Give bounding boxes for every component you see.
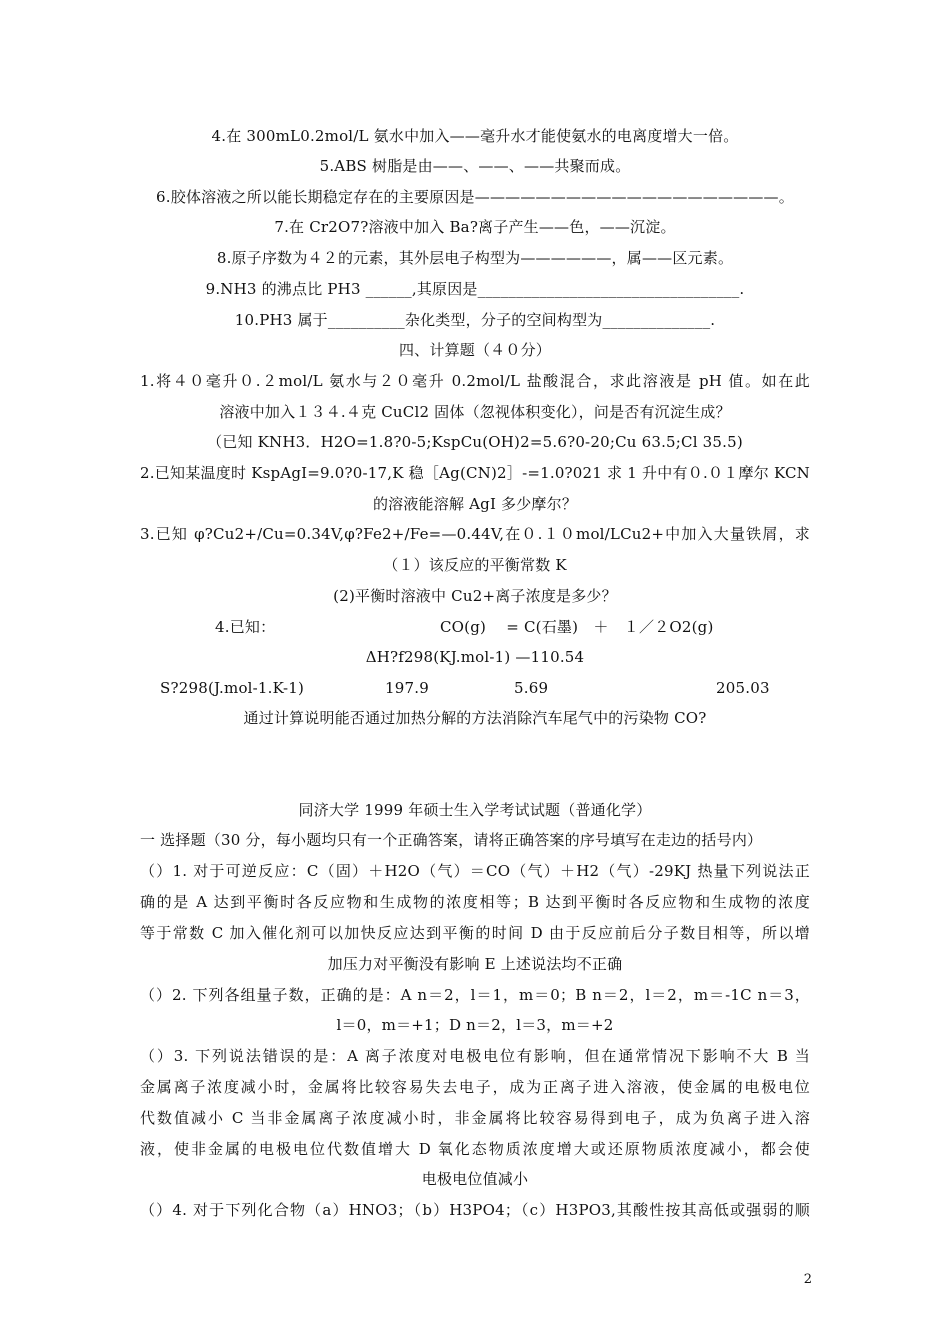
mc-q3-line1: （）3. 下列说法错误的是：A 离子浓度对电极电位有影响，但在通常情况下影响不大 B 当 bbox=[140, 1047, 810, 1065]
page-number: 2 bbox=[803, 1272, 812, 1287]
calc-q4-entropy-label: S?298(J.mol-1.K-1) bbox=[160, 679, 305, 697]
calc-q1-given: （已知 KNH3．H2O=1.8?0-5;KspCu(OH)2=5.6?0-20;Cu 63.5;Cl 35.5) bbox=[207, 433, 743, 451]
mc-q1-line1: （）1. 对于可逆反应：C（固）＋H2O（气）＝CO（气）＋H2（气）-29KJ 热量下列说法正 bbox=[140, 862, 810, 880]
calc-q4-equation: CO(g) = C(石墨) ＋ １／２O2(g) bbox=[440, 618, 714, 636]
mc-q1-line3: 等于常数 C 加入催化剂可以加快反应达到平衡的时间 D 由于反应前后分子数目相等，所以增 bbox=[140, 924, 810, 942]
fill-in-q10: 10.PH3 属于__________杂化类型，分子的空间构型为______________. bbox=[234, 311, 716, 329]
calc-q4-entropy-o2: 205.03 bbox=[716, 679, 770, 697]
mc-q3-line5: 电极电位值减小 bbox=[421, 1170, 529, 1188]
calc-q2-line1: 2.已知某温度时 KspAgI=9.0?0-17,K 稳［Ag(CN)2］-=1.0?021 求 1 升中有０.０１摩尔 KCN bbox=[140, 464, 810, 482]
mc-q1-line2: 确的是 A 达到平衡时各反应物和生成物的浓度相等；B 达到平衡时各反应物和生成物的浓度 bbox=[140, 893, 810, 911]
calc-q4-question: 通过计算说明能否通过加热分解的方法消除汽车尾气中的污染物 CO? bbox=[243, 709, 707, 727]
mc-q2-line2: l＝0，m＝+1；D n＝2，l＝3，m＝+2 bbox=[336, 1016, 614, 1034]
mc-q4-line1: （）4. 对于下列化合物（a）HNO3；（b）H3PO4；（c）H3PO3,其酸性按其高低或强弱的顺 bbox=[140, 1201, 810, 1219]
calc-q2-line2: 的溶液能溶解 AgI 多少摩尔？ bbox=[372, 495, 578, 513]
calc-q3-line1: 3.已知 φ?Cu2+/Cu=0.34V,φ?Fe2+/Fe=—0.44V,在０.１０mol/LCu2+中加入大量铁屑，求 bbox=[140, 525, 810, 543]
fill-in-q5: 5.ABS 树脂是由——、——、——共聚而成。 bbox=[319, 157, 631, 175]
calc-q4-label: 4.已知： bbox=[215, 618, 276, 636]
section-4-title: 四、计算题（４０分） bbox=[398, 341, 551, 359]
fill-in-q7: 7.在 Cr2O7?溶液中加入 Ba?离子产生——色，——沉淀。 bbox=[274, 218, 676, 236]
calc-q3-part2: (2)平衡时溶液中 Cu2+离子浓度是多少？ bbox=[333, 587, 617, 605]
fill-in-q9: 9.NH3 的沸点比 PH3 ______,其原因是__________________________________. bbox=[205, 280, 745, 298]
mc-q1-line4: 加压力对平衡没有影响 E 上述说法均不正确 bbox=[327, 955, 623, 973]
calc-q1-line1: 1.将４０毫升０.２mol/L 氨水与２０毫升 0.2mol/L 盐酸混合，求此溶液是 pH 值。如在此 bbox=[140, 372, 810, 390]
calc-q4-entropy-c: 5.69 bbox=[514, 679, 549, 697]
mc-q3-line2: 金属离子浓度减小时，金属将比较容易失去电子，成为正离子进入溶液，使金属的电极电位 bbox=[140, 1078, 810, 1096]
mc-q2-line1: （）2. 下列各组量子数，正确的是：A n＝2，l＝1，m＝0；B n＝2，l＝2，m＝-1C n＝3， bbox=[140, 986, 810, 1004]
fill-in-q8: 8.原子序数为４２的元素，其外层电子构型为——————，属——区元素。 bbox=[216, 249, 734, 267]
fill-in-q4: 4.在 300mL0.2mol/L 氨水中加入——毫升水才能使氨水的电离度增大一倍。 bbox=[211, 127, 739, 145]
exam-title: 同济大学 1999 年硕士生入学考试试题（普通化学） bbox=[298, 801, 652, 819]
mc-q3-line3: 代数值减小 C 当非金属离子浓度减小时，非金属将比较容易得到电子，成为负离子进入溶 bbox=[140, 1109, 810, 1127]
calc-q3-part1: （１）该反应的平衡常数 K bbox=[383, 556, 567, 574]
fill-in-q6: 6.胶体溶液之所以能长期稳定存在的主要原因是————————————————————。 bbox=[156, 188, 794, 206]
calc-q4-enthalpy: ΔH?f298(KJ.mol-1) —110.54 bbox=[365, 648, 585, 666]
calc-q1-line2: 溶液中加入１３４.４克 CuCl2 固体（忽视体积变化），问是否有沉淀生成？ bbox=[219, 403, 731, 421]
section-1-title: 一 选择题（30 分，每小题均只有一个正确答案，请将正确答案的序号填写在走边的括号内） bbox=[140, 831, 763, 849]
mc-q3-line4: 液，使非金属的电极电位代数值增大 D 氧化态物质浓度增大或还原物质浓度减小，都会使 bbox=[140, 1140, 810, 1158]
calc-q4-entropy-co: 197.9 bbox=[385, 679, 429, 697]
